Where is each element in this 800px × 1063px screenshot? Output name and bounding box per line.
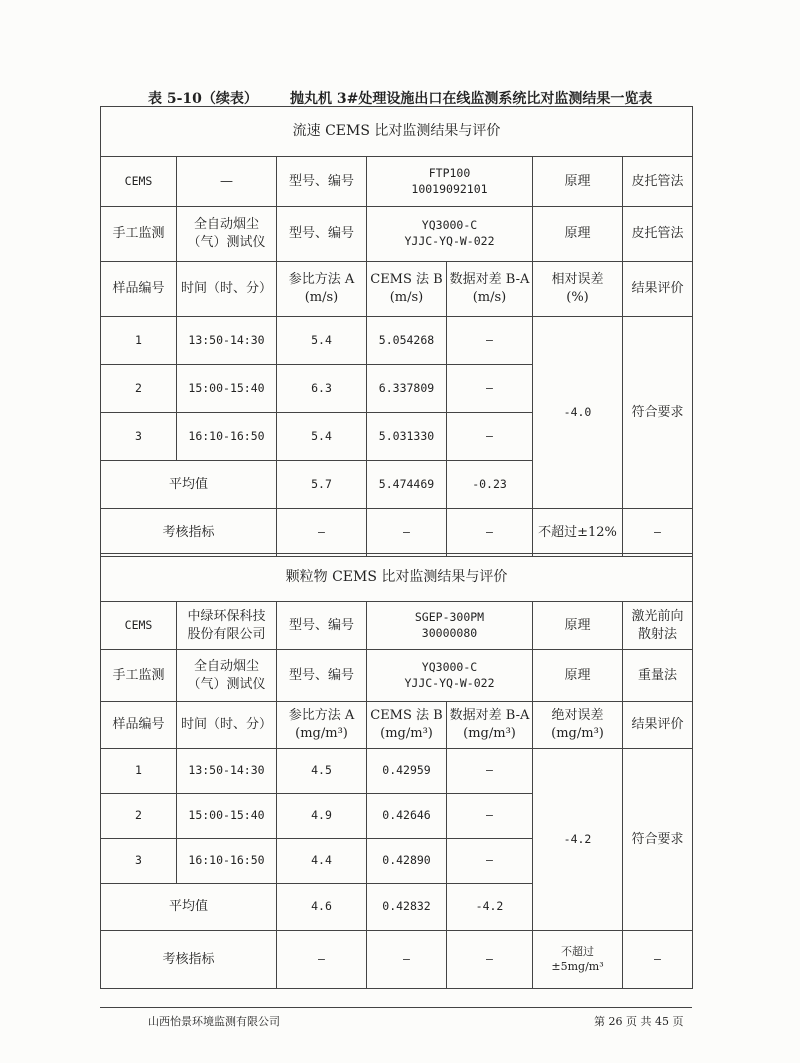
- table-title: 抛丸机 3#处理设施出口在线监测系统比对监测结果一览表: [290, 91, 653, 107]
- table-row: [101, 749, 693, 794]
- index-error: 不超过±12%: [533, 509, 623, 557]
- sample-time: 16:10-16:50: [177, 839, 277, 884]
- ref-value: 4.5: [277, 749, 367, 794]
- header-ref: 参比方法 A (m/s): [277, 262, 367, 317]
- index-row: [101, 931, 693, 989]
- average-cems: 0.42832: [367, 884, 447, 931]
- principle-label: 原理: [533, 650, 623, 702]
- diff-value: —: [447, 413, 533, 461]
- cems-principle: 激光前向 散射法: [623, 602, 693, 650]
- index-diff: —: [447, 931, 533, 989]
- particle-cems-row: [101, 602, 693, 650]
- ref-value: 5.4: [277, 317, 367, 365]
- evaluation: 符合要求: [623, 749, 693, 931]
- page-footer: [0, 1013, 800, 1029]
- principle-label: 原理: [533, 602, 623, 650]
- diff-value: —: [447, 749, 533, 794]
- sample-no: 1: [101, 317, 177, 365]
- header-cems: CEMS 法 B (m/s): [367, 262, 447, 317]
- header-sample: 样品编号: [101, 702, 177, 749]
- cems-label: CEMS: [101, 157, 177, 207]
- manual-name: 全自动烟尘 （气）测试仪: [177, 207, 277, 262]
- cems-model: SGEP-300PM 30000080: [367, 602, 533, 650]
- flow-velocity-table: [100, 106, 693, 557]
- relative-error: -4.0: [533, 317, 623, 509]
- average-cems: 5.474469: [367, 461, 447, 509]
- cems-value: 5.031330: [367, 413, 447, 461]
- average-ref: 4.6: [277, 884, 367, 931]
- principle-label: 原理: [533, 207, 623, 262]
- header-cems: CEMS 法 B (mg/m³): [367, 702, 447, 749]
- header-diff: 数据对差 B-A (mg/m³): [447, 702, 533, 749]
- header-time: 时间（时、分）: [177, 262, 277, 317]
- diff-value: —: [447, 317, 533, 365]
- average-diff: -4.2: [447, 884, 533, 931]
- model-label: 型号、编号: [277, 602, 367, 650]
- table-row: [101, 317, 693, 365]
- footer-company: 山西怡景环境监测有限公司: [148, 1015, 280, 1028]
- particulate-table: [100, 553, 693, 989]
- manual-model: YQ3000-C YJJC-YQ-W-022: [367, 207, 533, 262]
- model-label: 型号、编号: [277, 650, 367, 702]
- manual-label: 手工监测: [101, 650, 177, 702]
- sample-time: 16:10-16:50: [177, 413, 277, 461]
- cems-value: 6.337809: [367, 365, 447, 413]
- header-time: 时间（时、分）: [177, 702, 277, 749]
- diff-value: —: [447, 794, 533, 839]
- cems-value: 0.42959: [367, 749, 447, 794]
- cems-value: 5.054268: [367, 317, 447, 365]
- cems-model: FTP100 10019092101: [367, 157, 533, 207]
- manual-principle: 皮托管法: [623, 207, 693, 262]
- evaluation: 符合要求: [623, 317, 693, 509]
- footer-divider: [100, 1007, 692, 1008]
- cems-name: —: [177, 157, 277, 207]
- index-row: [101, 509, 693, 557]
- manual-model: YQ3000-C YJJC-YQ-W-022: [367, 650, 533, 702]
- index-label: 考核指标: [101, 509, 277, 557]
- index-ref: —: [277, 931, 367, 989]
- header-eval: 结果评价: [623, 702, 693, 749]
- absolute-error: -4.2: [533, 749, 623, 931]
- sample-time: 15:00-15:40: [177, 794, 277, 839]
- header-eval: 结果评价: [623, 262, 693, 317]
- particle-section-title: 颗粒物 CEMS 比对监测结果与评价: [101, 554, 693, 602]
- cems-name: 中绿环保科技 股份有限公司: [177, 602, 277, 650]
- flow-header-row: [101, 262, 693, 317]
- sample-time: 13:50-14:30: [177, 749, 277, 794]
- average-label: 平均值: [101, 884, 277, 931]
- sample-no: 3: [101, 839, 177, 884]
- principle-label: 原理: [533, 157, 623, 207]
- header-diff: 数据对差 B-A (m/s): [447, 262, 533, 317]
- sample-time: 15:00-15:40: [177, 365, 277, 413]
- sample-no: 2: [101, 365, 177, 413]
- ref-value: 4.9: [277, 794, 367, 839]
- index-eval: —: [623, 509, 693, 557]
- index-ref: —: [277, 509, 367, 557]
- sample-no: 3: [101, 413, 177, 461]
- manual-label: 手工监测: [101, 207, 177, 262]
- index-diff: —: [447, 509, 533, 557]
- index-cems: —: [367, 509, 447, 557]
- sample-no: 2: [101, 794, 177, 839]
- cems-value: 0.42646: [367, 794, 447, 839]
- index-error: 不超过±5mg/m³: [533, 931, 623, 989]
- model-label: 型号、编号: [277, 157, 367, 207]
- sample-time: 13:50-14:30: [177, 317, 277, 365]
- manual-name: 全自动烟尘 （气）测试仪: [177, 650, 277, 702]
- index-eval: —: [623, 931, 693, 989]
- header-error: 相对误差 (%): [533, 262, 623, 317]
- average-ref: 5.7: [277, 461, 367, 509]
- average-diff: -0.23: [447, 461, 533, 509]
- flow-cems-row: [101, 157, 693, 207]
- flow-manual-row: [101, 207, 693, 262]
- header-error: 绝对误差 (mg/m³): [533, 702, 623, 749]
- ref-value: 6.3: [277, 365, 367, 413]
- particle-header-row: [101, 702, 693, 749]
- diff-value: —: [447, 365, 533, 413]
- cems-value: 0.42890: [367, 839, 447, 884]
- ref-value: 4.4: [277, 839, 367, 884]
- sample-no: 1: [101, 749, 177, 794]
- footer-page-number: 第 26 页 共 45 页: [594, 1015, 684, 1028]
- ref-value: 5.4: [277, 413, 367, 461]
- header-ref: 参比方法 A (mg/m³): [277, 702, 367, 749]
- model-label: 型号、编号: [277, 207, 367, 262]
- average-label: 平均值: [101, 461, 277, 509]
- cems-principle: 皮托管法: [623, 157, 693, 207]
- flow-section-title: 流速 CEMS 比对监测结果与评价: [101, 107, 693, 157]
- index-cems: —: [367, 931, 447, 989]
- table-number: 表 5-10（续表）: [148, 91, 258, 107]
- manual-principle: 重量法: [623, 650, 693, 702]
- table-caption: [0, 88, 800, 108]
- diff-value: —: [447, 839, 533, 884]
- particle-manual-row: [101, 650, 693, 702]
- header-sample: 样品编号: [101, 262, 177, 317]
- index-label: 考核指标: [101, 931, 277, 989]
- cems-label: CEMS: [101, 602, 177, 650]
